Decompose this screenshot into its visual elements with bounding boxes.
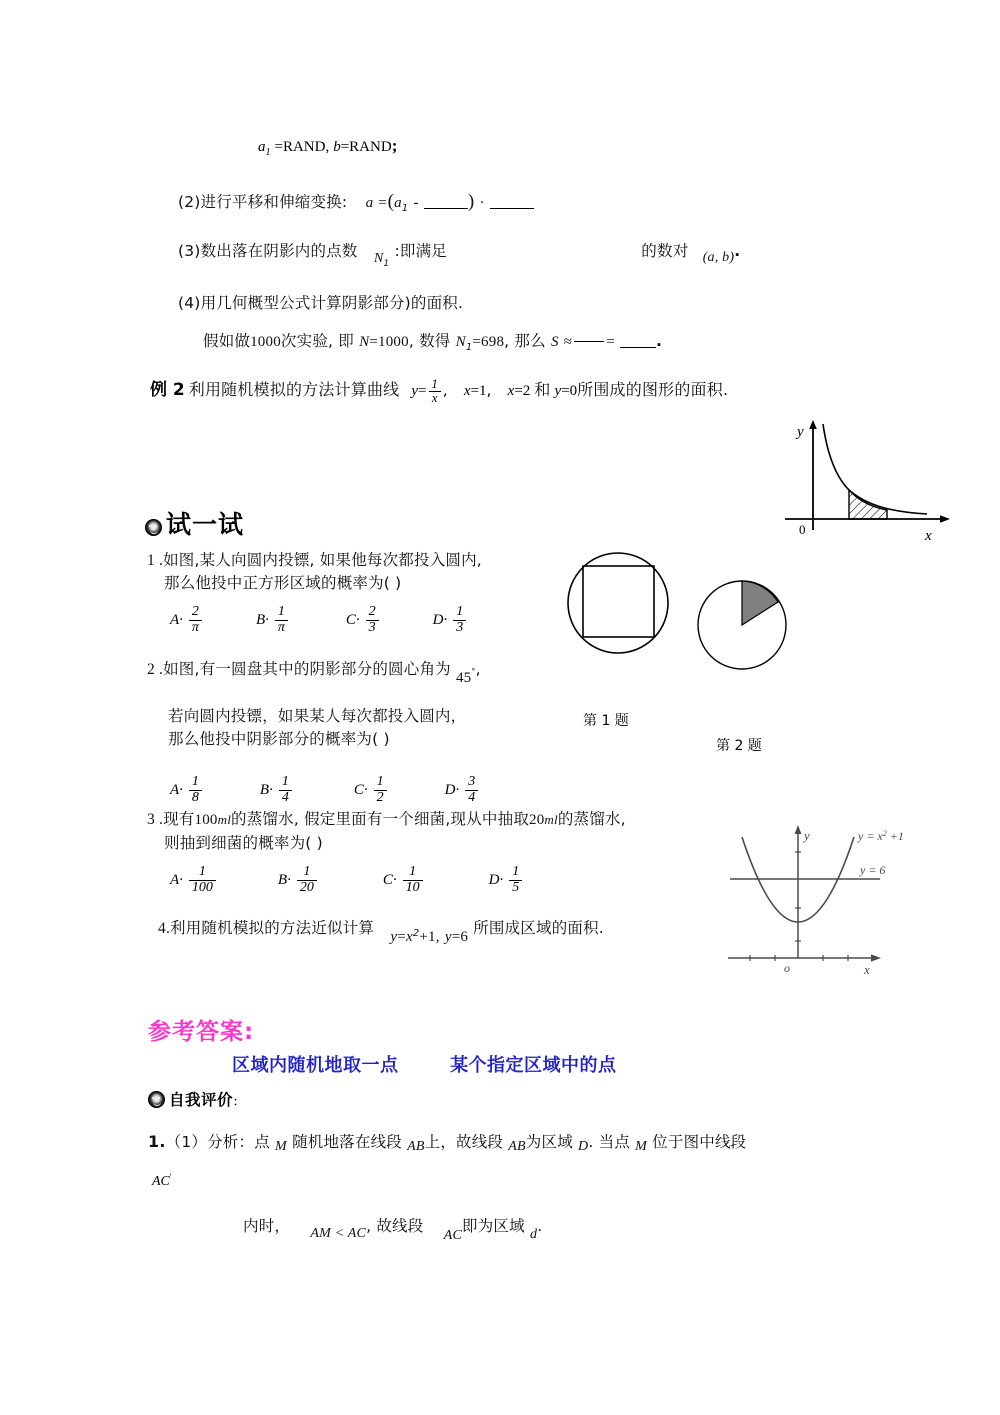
example-2-y: y — [411, 383, 419, 399]
answer-item-1-label: 分析：点 — [207, 1133, 270, 1151]
step-3-pair: (a, b) — [702, 250, 735, 265]
hyperbola-origin-label: 0 — [799, 522, 806, 537]
step-2-number: (2) — [178, 193, 201, 211]
assumption-s-var: S — [550, 334, 559, 350]
answer-item-1-t6: 内时， — [243, 1217, 291, 1235]
question-3-vol1: 100 — [194, 812, 218, 828]
example-2-cond3: =0 — [561, 383, 578, 399]
example-2-and: 和 — [534, 380, 551, 399]
answer-item-1-continued — [243, 1215, 542, 1246]
answer-item-1 — [148, 1130, 908, 1157]
question-2-option-b-label: B — [259, 781, 270, 798]
question-4 — [158, 917, 604, 949]
answer-item-1-t2: 上，故线段 — [424, 1133, 504, 1151]
question-3-vol2: 20 — [529, 812, 545, 828]
question-2-number: 2 . — [147, 661, 164, 678]
example-2-comma-2: , — [486, 381, 492, 399]
question-3-unit1: ml — [217, 812, 232, 827]
try-section-title: 试一试 — [166, 510, 245, 539]
question-3-number: 3 . — [147, 811, 164, 828]
pie-sector-figure — [692, 575, 792, 675]
assumption-n-eq: =1000 — [369, 334, 409, 350]
question-3-line-1 — [147, 808, 707, 832]
parabola-origin-label: o — [784, 961, 790, 975]
question-2-line-3: 那么他投中阴影部分的概率为( ) — [168, 730, 390, 749]
assumption-n1-eq: =698 — [472, 334, 505, 350]
answer-item-1-t7: , 故线段 — [366, 1217, 424, 1235]
q1d-num: 1 — [453, 605, 466, 621]
parabola-svg — [718, 812, 968, 977]
step-3-text2: :即满足 — [394, 242, 448, 260]
question-1-text-1: 如图,某人向圆内投镖, 如果他每次都投入圆内, — [163, 551, 482, 569]
question-3-option-d-label: D — [488, 871, 500, 888]
assumption-n1-var: N — [455, 334, 466, 350]
example-2-comma-1: , — [442, 381, 448, 399]
step-3-number: (3) — [178, 242, 201, 260]
question-2-option-a-label: A — [170, 781, 180, 798]
step-3-n-subscript: 1 — [383, 259, 390, 269]
question-2-body — [168, 705, 588, 752]
assumption-trials: 1000 — [250, 334, 281, 350]
step-2-blank-1[interactable] — [424, 195, 468, 209]
question-1-number: 1 . — [147, 552, 164, 569]
question-3-option-b-dot: · — [287, 871, 291, 888]
question-1-options — [170, 605, 468, 635]
example-2-cond2: =2 — [514, 383, 531, 399]
answer-ac-segment-1: AC — [152, 1174, 170, 1189]
question-4-number: 4. — [158, 920, 171, 937]
answer-item-1-ab1: AB — [407, 1139, 425, 1154]
q3a-num: 1 — [189, 865, 216, 881]
q3d-num: 1 — [509, 865, 522, 881]
answer-ac-segment-2: AC — [443, 1228, 463, 1243]
q2d-den: 4 — [468, 789, 476, 805]
example-2-fraction — [429, 378, 441, 405]
parabola-x-axis-label: x — [864, 962, 870, 977]
example-2-equals: = — [418, 383, 427, 399]
figure-2-caption: 第 2 题 — [716, 738, 762, 754]
assumption-answer-blank[interactable] — [620, 334, 656, 348]
step-2-dot: · — [479, 195, 485, 211]
question-2-text-1: 如图,有一圆盘其中的阴影部分的圆心角为 — [163, 660, 451, 678]
question-3-option-c[interactable] — [383, 865, 425, 895]
smiley-icon — [148, 1091, 165, 1108]
q3c-den: 10 — [405, 879, 420, 895]
assumption-mid3: , 那么 — [504, 332, 546, 350]
question-3-options — [170, 865, 524, 895]
formula-rand-1: =RAND, — [274, 139, 330, 155]
hyperbola-y-label: y — [797, 424, 804, 440]
question-2-option-b[interactable] — [260, 775, 294, 805]
answer-item-1-m2: M — [635, 1139, 648, 1154]
step-4 — [178, 292, 463, 315]
q1d-den: 3 — [456, 619, 464, 635]
question-1-option-c[interactable] — [346, 605, 381, 635]
q1c-den: 3 — [368, 619, 376, 635]
question-2-option-d-dot: · — [455, 781, 460, 798]
question-3-line-2: 则抽到细菌的概率为( ) — [164, 833, 323, 852]
question-3-text-a: 现有 — [163, 810, 195, 828]
paren-open: ( — [387, 191, 395, 212]
step-2-a-var: a — [394, 195, 402, 211]
question-4-exponent: 2 — [412, 928, 420, 939]
question-1-option-b-label: B — [255, 611, 266, 628]
step-3-n-var: N — [373, 251, 384, 266]
q2c-num: 1 — [374, 775, 387, 791]
q1c-num: 2 — [366, 605, 379, 621]
step-3-text: 数出落在阴影内的点数 — [200, 242, 358, 260]
answer-item-1-ac1: AC' — [152, 1172, 172, 1189]
question-4-eq2: =6 — [451, 929, 469, 945]
example-2-cond1: =1 — [470, 383, 487, 399]
question-1-option-a-fraction — [189, 605, 202, 635]
question-1-option-b-fraction — [275, 605, 288, 635]
question-4-x: x — [405, 929, 413, 945]
question-4-y1: y — [390, 929, 398, 945]
question-2-option-a-dot: · — [179, 781, 183, 798]
question-3-option-d-dot: · — [499, 871, 504, 888]
hyperbola-figure — [775, 418, 960, 543]
example-2-cond1-var: x — [463, 383, 471, 399]
question-3-text-c: 的蒸馏水, — [557, 810, 626, 828]
example-2-label: 例 2 — [150, 380, 185, 400]
question-3 — [147, 808, 707, 855]
q3b-den: 20 — [299, 879, 314, 895]
step-2-blank-2[interactable] — [490, 195, 534, 209]
answer-item-1-sub: （1） — [165, 1133, 208, 1151]
figure-1-caption: 第 1 题 — [583, 713, 629, 729]
answer-blank-fill-2: 某个指定区域中的点 — [450, 1055, 617, 1076]
question-1-option-b-dot: · — [265, 611, 269, 628]
question-4-y2: y — [444, 929, 452, 945]
question-3-option-a-fraction — [189, 865, 216, 895]
question-1-option-a[interactable] — [170, 605, 204, 635]
question-2-angle-value: 45 — [455, 670, 472, 686]
answer-item-1-t5: 位于图中线段 — [652, 1133, 747, 1151]
question-2-comma: , — [475, 660, 481, 678]
q3d-den: 5 — [512, 879, 520, 895]
parabola-y-axis-label: y — [804, 828, 810, 843]
pie-sector-svg — [692, 575, 792, 675]
parabola-line-label: y = 6 — [860, 863, 886, 877]
example-2-fraction-numerator: 1 — [429, 378, 441, 392]
question-2 — [147, 658, 577, 690]
question-2-option-d-fraction — [465, 775, 478, 805]
answer-item-1-ab2: AB — [508, 1139, 526, 1154]
answer-item-1-number: 1. — [148, 1132, 166, 1151]
question-1 — [147, 549, 567, 596]
assumption-line — [203, 330, 662, 355]
question-1-option-c-fraction — [366, 605, 379, 635]
question-1-option-c-dot: · — [355, 611, 360, 628]
step-2-text: 进行平移和伸缩变换: — [200, 193, 348, 211]
question-1-option-a-label: A — [170, 611, 180, 628]
parabola-curve-label: $y = x^2 +1$ — [858, 829, 904, 843]
question-3-option-a-dot: · — [179, 871, 183, 888]
question-2-option-c-dot: · — [363, 781, 368, 798]
question-2-option-a-fraction — [189, 775, 202, 805]
question-2-option-c-fraction — [374, 775, 387, 805]
example-2 — [150, 375, 728, 405]
square-in-circle-figure — [563, 548, 673, 658]
assumption-n1-subscript: 1 — [465, 342, 473, 353]
question-3-option-b-label: B — [277, 871, 288, 888]
assumption-mid1: 次实验, 即 — [280, 332, 354, 350]
q2a-den: 8 — [191, 789, 199, 805]
q2a-num: 1 — [189, 775, 202, 791]
question-1-option-b[interactable] — [256, 605, 290, 635]
step-4-text: 用几何概型公式计算阴影部分)的面积. — [200, 294, 464, 312]
question-4-text-after: 所围成区域的面积. — [473, 919, 604, 937]
question-3-option-d[interactable] — [489, 865, 525, 895]
question-2-options — [170, 775, 480, 805]
question-1-option-d-label: D — [432, 611, 444, 628]
question-3-option-d-fraction — [509, 865, 522, 895]
question-2-option-a[interactable] — [170, 775, 204, 805]
answer-item-1-t9: . — [537, 1217, 543, 1235]
answer-item-1-inequality: AM < AC — [310, 1226, 367, 1241]
question-2-option-d[interactable] — [445, 775, 481, 805]
self-evaluation-heading — [148, 1088, 245, 1110]
assumption-prefix: 假如做 — [203, 332, 251, 350]
example-2-text-after: 所围成的图形的面积. — [577, 380, 729, 399]
hyperbola-svg — [775, 418, 960, 543]
question-3-unit2: ml — [544, 812, 558, 827]
step-3-period: . — [734, 242, 741, 260]
example-2-cond3-var: y — [554, 383, 562, 399]
square-in-circle-svg — [563, 548, 673, 658]
answer-blank-fill-1: 区域内随机地取一点 — [232, 1055, 399, 1076]
example-2-cond2-var: x — [507, 383, 515, 399]
q2c-den: 2 — [376, 789, 384, 805]
step-3 — [178, 240, 740, 272]
self-evaluation-colon: ： — [233, 1095, 245, 1108]
question-2-option-b-dot: · — [269, 781, 273, 798]
self-evaluation-title: 自我评价 — [169, 1091, 234, 1109]
formula-a-subscript: 1 — [265, 147, 271, 158]
formula-rand-2: =RAND — [340, 139, 392, 155]
smiley-icon — [145, 519, 162, 536]
question-3-option-a-label: A — [170, 871, 180, 888]
assumption-period: . — [656, 332, 663, 350]
question-4-text-before: 利用随机模拟的方法近似计算 — [170, 919, 375, 937]
formula-b-var: b — [333, 139, 341, 155]
question-3-option-c-fraction — [403, 865, 423, 895]
question-4-plus: +1, — [419, 929, 440, 945]
question-1-option-c-label: C — [345, 611, 356, 628]
question-3-option-a[interactable] — [170, 865, 218, 895]
answer-item-1-t1: 随机地落在线段 — [292, 1133, 402, 1151]
question-2-option-b-fraction — [279, 775, 292, 805]
formula-a-var: a — [258, 139, 266, 155]
step-2-minus: - — [413, 195, 419, 211]
q3a-den: 100 — [191, 879, 213, 895]
q1b-den: π — [277, 619, 285, 635]
parabola-figure — [718, 812, 968, 977]
question-3-option-b-fraction — [297, 865, 317, 895]
question-3-option-c-label: C — [382, 871, 393, 888]
q3b-num: 1 — [297, 865, 317, 881]
q3c-num: 1 — [403, 865, 423, 881]
assumption-fraction-bar — [574, 341, 604, 342]
paren-close: ) — [467, 191, 475, 212]
example-2-text-before: 利用随机模拟的方法计算曲线 — [188, 380, 400, 399]
step-3-text3: 的数对 — [641, 242, 689, 260]
question-1-line-2: 那么他投中正方形区域的概率为( ) — [164, 574, 402, 593]
step-2-formula-prefix: a = — [365, 195, 388, 211]
step-2-a-subscript: 1 — [401, 203, 409, 214]
top-formula — [258, 136, 397, 158]
question-3-option-c-dot: · — [392, 871, 397, 888]
q2b-num: 1 — [279, 775, 292, 791]
question-1-option-a-dot: · — [179, 611, 183, 628]
question-1-line-1 — [147, 549, 567, 572]
answers-heading: 参考答案: — [148, 1019, 255, 1045]
question-1-option-d-fraction — [453, 605, 466, 635]
question-3-option-b[interactable] — [278, 865, 319, 895]
step-4-number: (4) — [178, 294, 201, 312]
q1b-num: 1 — [275, 605, 288, 621]
answer-item-1-m1: M — [275, 1139, 287, 1154]
question-4-eq1: = — [397, 929, 406, 945]
question-2-line-2: 若向圆内投镖，如果某人每次都投入圆内， — [168, 707, 467, 725]
question-2-line-1 — [147, 658, 577, 690]
assumption-equals: = — [606, 334, 615, 350]
try-section-heading — [145, 505, 244, 541]
q1a-den: π — [191, 619, 199, 635]
q2d-num: 3 — [465, 775, 478, 791]
answer-item-1-d2: d — [529, 1227, 538, 1242]
q2b-den: 4 — [281, 789, 289, 805]
question-2-option-c[interactable] — [354, 775, 389, 805]
answer-item-1-d1: D — [578, 1139, 589, 1154]
formula-semicolon: ; — [391, 136, 398, 155]
answer-item-1-t8: 即为区域 — [462, 1217, 525, 1235]
assumption-n-var: N — [359, 334, 370, 350]
answer-item-1-t3: 为区域 — [525, 1133, 573, 1151]
assumption-mid2: , 数得 — [408, 332, 451, 350]
question-2-angle-unit: ° — [471, 667, 476, 676]
question-2-option-d-label: D — [444, 781, 456, 798]
q1a-num: 2 — [189, 605, 202, 621]
hyperbola-x-label: x — [925, 528, 932, 543]
assumption-approx: ≈ — [563, 334, 573, 350]
question-1-option-d-dot: · — [443, 611, 448, 628]
question-3-text-b: 的蒸馏水, 假定里面有一个细菌,现从中抽取 — [231, 810, 530, 828]
question-2-option-c-label: C — [353, 781, 364, 798]
answer-item-1-t4: . 当点 — [588, 1133, 631, 1151]
answers-blue-line — [232, 1051, 617, 1077]
example-2-fraction-denominator: x — [431, 390, 438, 405]
question-1-option-d[interactable] — [433, 605, 469, 635]
step-2 — [178, 188, 534, 217]
